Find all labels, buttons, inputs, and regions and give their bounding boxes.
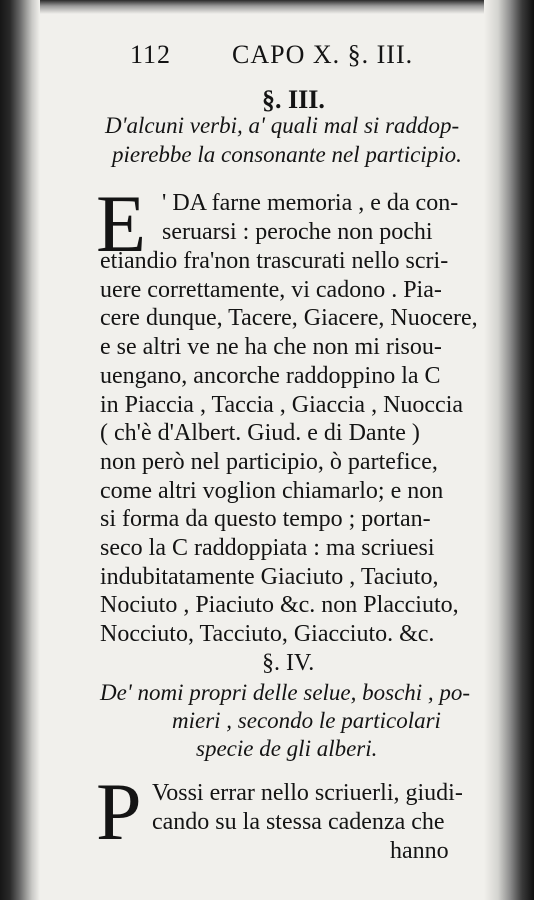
running-title: CAPO X. §. III. <box>232 40 414 69</box>
scan-edge-right <box>484 0 534 900</box>
body-line-8: in Piaccia , Taccia , Giaccia , Nuoccia <box>100 392 464 418</box>
page-number: 112 <box>130 40 172 69</box>
drop-cap-p: P <box>96 766 142 857</box>
body-line-4: uere correttamente, vi cadono . Pia- <box>100 277 442 303</box>
body-line-11: come altri voglion chiamarlo; e non <box>100 478 444 504</box>
body-line-12: si forma da questo tempo ; portan- <box>100 506 431 532</box>
body-line-10: non però nel participio, ò partefice, <box>100 449 438 475</box>
section-subtitle-iv-line1: De' nomi propri delle selue, boschi , po- <box>100 680 471 705</box>
section-subtitle-iii-line1: D'alcuni verbi, a' quali mal si raddop- <box>105 113 460 138</box>
body-line-13: seco la C raddoppiata : ma scriuesi <box>100 535 435 561</box>
body-line-9: ( ch'è d'Albert. Giud. e di Dante ) <box>100 420 420 446</box>
section-heading-iii: §. III. <box>262 85 325 114</box>
body-line-15: Nociuto , Piaciuto &c. non Placciuto, <box>100 592 459 618</box>
drop-cap-e: E <box>96 178 147 269</box>
body-line-16: Nocciuto, Tacciuto, Giacciuto. &c. <box>100 621 435 647</box>
section-subtitle-iv-line3: specie de gli alberi. <box>196 736 378 761</box>
catchword: hanno <box>390 838 449 864</box>
scan-edge-top <box>0 0 534 14</box>
section-subtitle-iii-line2: pierebbe la consonante nel participio. <box>112 142 462 167</box>
body-line-6: e se altri ve ne ha che non mi risou- <box>100 334 442 360</box>
section-heading-iv: §. IV. <box>262 650 315 676</box>
body-line-2: seruarsi : peroche non pochi <box>162 219 433 245</box>
body-line-7: uengano, ancorche raddoppino la C <box>100 363 441 389</box>
body-iv-line-1: Vossi errar nello scriuerli, giudi- <box>152 780 463 806</box>
body-line-3: etiandio fra'non trascurati nello scri- <box>100 248 449 274</box>
section-subtitle-iv-line2: mieri , secondo le particolari <box>172 708 441 733</box>
body-line-5: cere dunque, Tacere, Giacere, Nuocere, <box>100 305 478 331</box>
body-line-14: indubitatamente Giaciuto , Taciuto, <box>100 564 439 590</box>
scan-edge-left <box>0 0 40 900</box>
body-iv-line-2: cando su la stessa cadenza che <box>152 809 445 835</box>
body-line-1: ' DA farne memoria , e da con- <box>162 190 459 216</box>
